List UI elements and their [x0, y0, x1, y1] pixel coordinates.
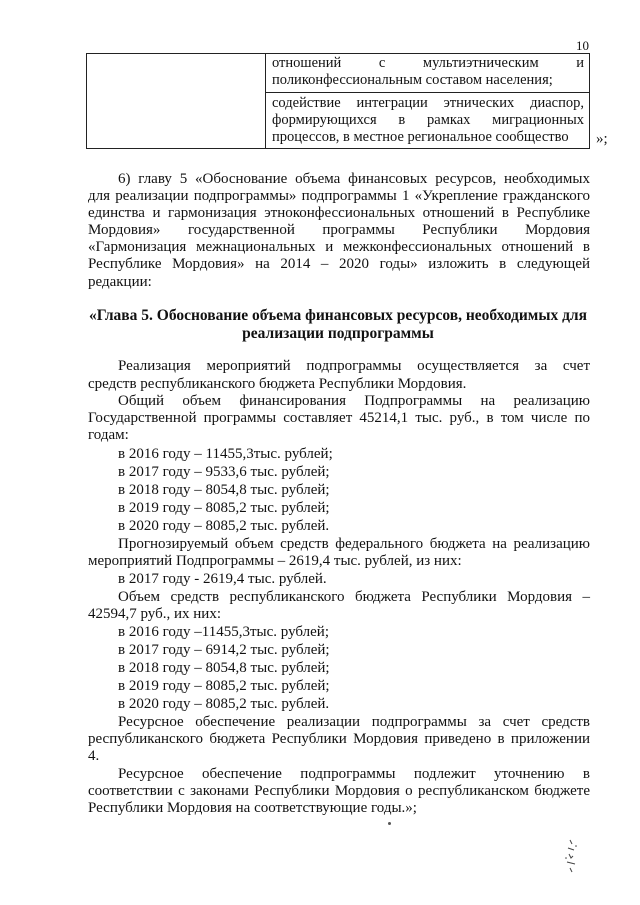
paragraph-line: Реализация мероприятий подпрограммы осуществляется за счет	[118, 358, 590, 374]
paragraph-line: Прогнозируемый объем средств федерального бюджета на реализацию	[118, 536, 590, 552]
table-right-cell	[266, 54, 590, 148]
paragraph-line: республиканского бюджета Республики Мордовия приведено в приложении	[88, 731, 590, 747]
paragraph-line: 4.	[88, 748, 100, 764]
chapter-title-cont: реализации подпрограммы	[242, 325, 434, 342]
year-amount-line: в 2018 году – 8054,8 тыс. рублей;	[118, 482, 330, 498]
table-line: отношений с мультиэтническим и	[272, 55, 584, 71]
year-amount-line: в 2019 году – 8085,2 тыс. рублей;	[118, 500, 330, 516]
intro-line: единства и гармонизация этноконфессиональных отношений в Республике	[88, 205, 590, 221]
paragraph-line: мероприятий Подпрограммы – 2619,4 тыс. рублей, из них:	[88, 553, 462, 569]
intro-line: редакции:	[88, 274, 152, 290]
table-fragment	[86, 53, 590, 149]
table-line: поликонфессиональным составом населения;	[272, 72, 553, 88]
paragraph-line: Объем средств республиканского бюджета Республики Мордовия –	[118, 589, 590, 605]
year-amount-line: в 2017 году - 2619,4 тыс. рублей.	[118, 571, 327, 587]
year-amount-line: в 2017 году – 6914,2 тыс. рублей;	[118, 642, 330, 658]
intro-line: для реализации подпрограммы» подпрограммы 1 «Укрепление гражданского	[88, 188, 590, 204]
scan-dot	[388, 822, 391, 825]
intro-line: Республике Мордовия» на 2014 – 2020 годы» изложить в следующей	[88, 256, 590, 272]
intro-line: Мордовия» государственной программы Республики Мордовия	[88, 222, 590, 238]
paragraph-line: соответствии с законами Республики Мордовия о республиканском бюджете	[88, 783, 590, 799]
quote-close-mark: »;	[596, 131, 608, 147]
year-amount-line: в 2019 году – 8085,2 тыс. рублей;	[118, 678, 330, 694]
paragraph-line: Республики Мордовия на соответствующие годы.»;	[88, 800, 417, 816]
table-line: процессов, в местное региональное сообщество	[272, 129, 569, 145]
paragraph-line: годам:	[88, 427, 129, 443]
table-row-divider	[266, 92, 590, 93]
page-number: 10	[576, 38, 589, 53]
year-amount-line: в 2016 году – 11455,3тыс. рублей;	[118, 446, 333, 462]
paragraph-line: 42594,7 руб., их них:	[88, 606, 221, 622]
year-amount-line: в 2017 году – 9533,6 тыс. рублей;	[118, 464, 330, 480]
paragraph-line: Общий объем финансирования Подпрограммы на реализацию	[118, 393, 590, 409]
year-amount-line: в 2018 году – 8054,8 тыс. рублей;	[118, 660, 330, 676]
table-left-cell	[87, 54, 266, 148]
paragraph-line: Государственной программы составляет 45214,1 тыс. руб., в том числе по	[88, 410, 590, 426]
chapter-title: «Глава 5. Обоснование объема финансовых ресурсов, необходимых для	[88, 307, 588, 324]
table-line: формирующихся в рамках миграционных	[272, 112, 584, 128]
paragraph-line: Ресурсное обеспечение подпрограммы подлежит уточнению в	[118, 766, 590, 782]
intro-line: 6) главу 5 «Обоснование объема финансовых ресурсов, необходимых	[118, 171, 590, 187]
intro-line: «Гармонизация межнациональных и межконфессиональных отношений в	[88, 239, 590, 255]
table-line: содействие интеграции этнических диаспор,	[272, 95, 584, 111]
pen-mark-icon	[560, 838, 584, 874]
paragraph-line: средств республиканского бюджета Республики Мордовия.	[88, 376, 467, 392]
year-amount-line: в 2020 году – 8085,2 тыс. рублей.	[118, 696, 330, 712]
paragraph-line: Ресурсное обеспечение реализации подпрограммы за счет средств	[118, 714, 590, 730]
year-amount-line: в 2020 году – 8085,2 тыс. рублей.	[118, 518, 330, 534]
year-amount-line: в 2016 году –11455,3тыс. рублей;	[118, 624, 329, 640]
